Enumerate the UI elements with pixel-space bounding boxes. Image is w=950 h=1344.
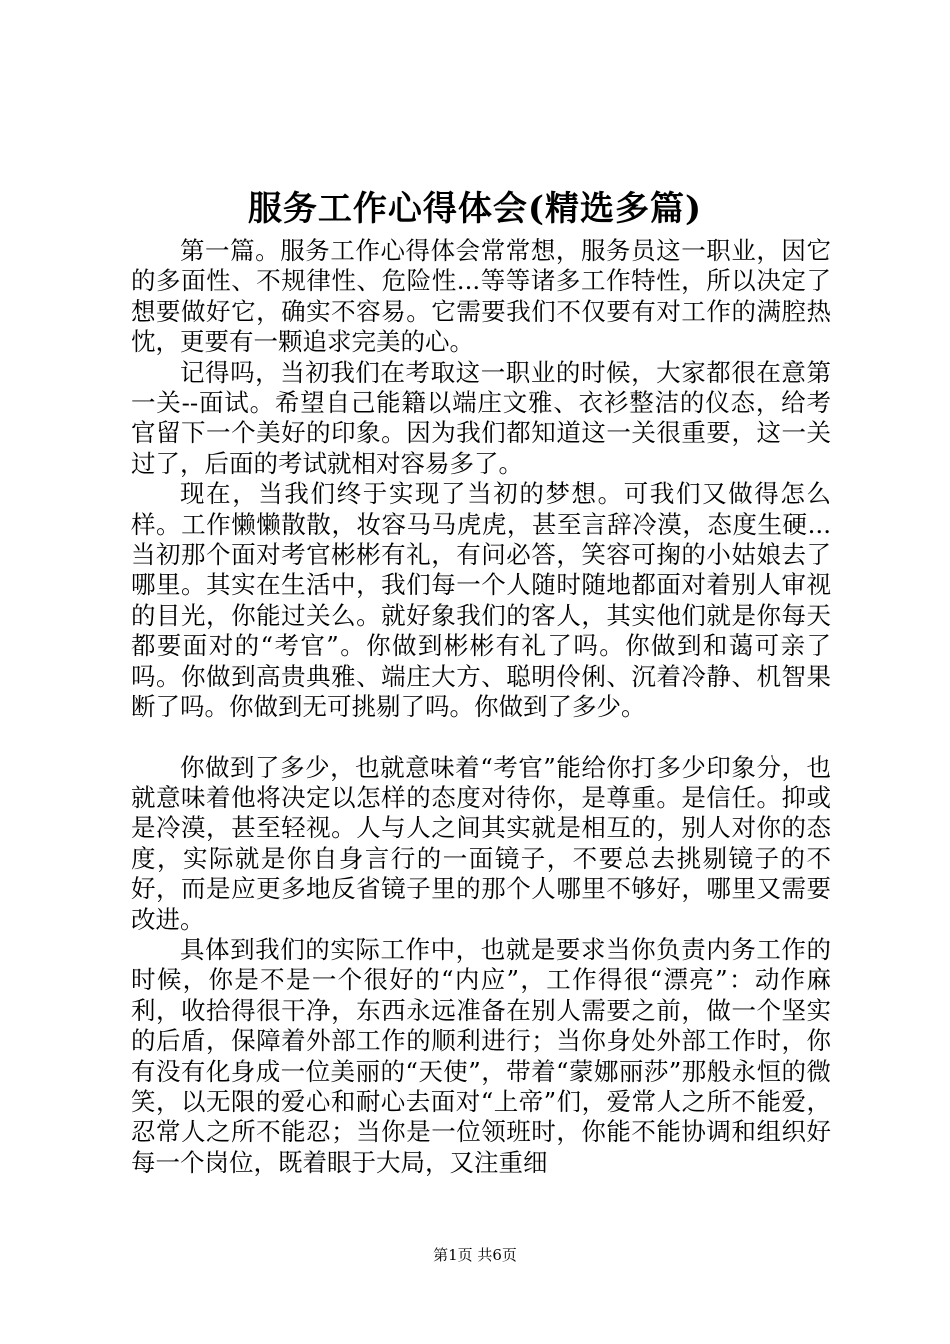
document-body [131,236,831,1178]
page-number-footer: 第1页 共6页 [433,1246,517,1264]
document-title: 服务工作心得体会(精选多篇) [247,189,703,229]
paragraph-5: 具体到我们的实际工作中，也就是要求当你负责内务工作的时候，你是不是一个很好的“内应”，工作得很“漂亮”：动作麻利，收拾得很干净，东西永远准备在别人需要之前，做一个坚实的后盾，保障着外部工作的顺利进行；当你身处外部工作时，你有没有化身成一位美丽的“天使”，带着“蒙娜丽莎”那般永恒的微笑，以无限的爱心和耐心去面对“上帝”们，爱常人之所不能爱，忍常人之所不能忍；当你是一位领班时，你能不能协调和组织好每一个岗位，既着眼于大局，又注重细 [131,934,831,1177]
paragraph-1: 第一篇。服务工作心得体会常常想，服务员这一职业，因它的多面性、不规律性、危险性...等等诸多工作特性，所以决定了想要做好它，确实不容易。它需要我们不仅要有对工作的满腔热忱，更要有一颗追求完美的心。 [131,236,831,357]
paragraph-2: 记得吗，当初我们在考取这一职业的时候，大家都很在意第一关--面试。希望自己能籍以端庄文雅、衣衫整洁的仪态，给考官留下一个美好的印象。因为我们都知道这一关很重要，这一关过了，后面的考试就相对容易多了。 [131,357,831,478]
paragraph-3: 现在，当我们终于实现了当初的梦想。可我们又做得怎么样。工作懒懒散散，妆容马马虎虎，甚至言辞冷漠，态度生硬...当初那个面对考官彬彬有礼，有问必答，笑容可掬的小姑娘去了哪里。其实在生活中，我们每一个人随时随地都面对着别人审视的目光，你能过关么。就好象我们的客人，其实他们就是你每天都要面对的“考官”。你做到彬彬有礼了吗。你做到和蔼可亲了吗。你做到高贵典雅、端庄大方、聪明伶俐、沉着冷静、机智果断了吗。你做到无可挑剔了吗。你做到了多少。 [131,479,831,722]
paragraph-4: 你做到了多少，也就意味着“考官”能给你打多少印象分，也就意味着他将决定以怎样的态度对待你，是尊重。是信任。抑或是冷漠，甚至轻视。人与人之间其实就是相互的，别人对你的态度，实际就是你自身言行的一面镜子，不要总去挑剔镜子的不好，而是应更多地反省镜子里的那个人哪里不够好，哪里又需要改进。 [131,752,831,934]
